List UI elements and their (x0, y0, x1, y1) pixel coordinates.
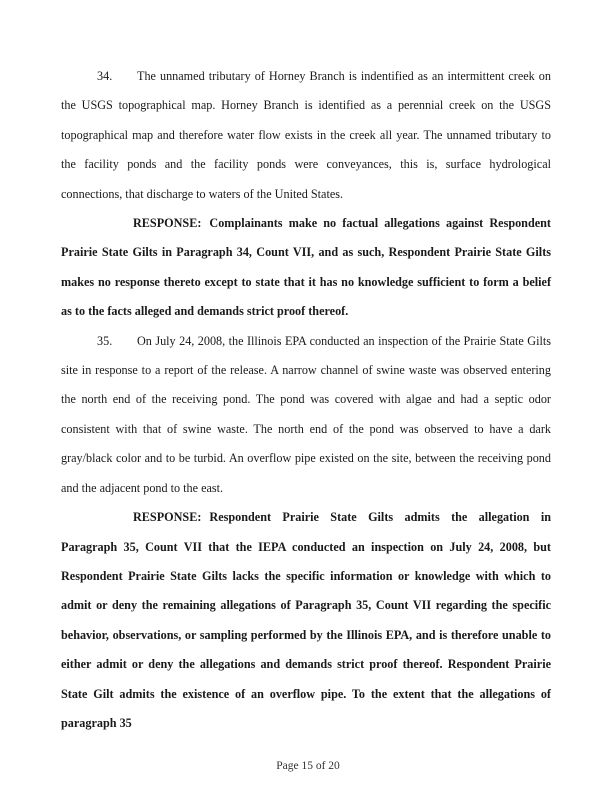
response-label: RESPONSE: (133, 216, 202, 231)
paragraph-35 (61, 327, 551, 503)
paragraph-number: 34. (97, 69, 113, 83)
paragraph-34 (61, 62, 551, 209)
document-body (61, 62, 551, 738)
response-text: Respondent Prairie State Gilts admits the allegation in Paragraph 35, Count VII that the IEPA conducted an inspection on July 24, 2008, but Respondent Prairie State Gilts lacks the specific information or knowledge with which to admit or deny the remaining allegations of Paragraph 35, Count VII regarding the specific behavior, observations, or sampling performed by the Illinois EPA, and is therefore unable to either admit or deny the allegations and demands strict proof thereof. Respondent Prairie State Gilt admits the existence of an overflow pipe. To the extent that the allegations of paragraph 35 (61, 510, 551, 730)
paragraph-text: On July 24, 2008, the Illinois EPA conducted an inspection of the Prairie State Gilts site in response to a report of the release. A narrow channel of swine waste was observed entering the north end of the receiving pond. The pond was covered with algae and had a septic odor consistent with that of swine waste. The north end of the pond was observed to have a dark gray/black color and to be turbid. An overflow pipe existed on the site, between the receiving pond and the adjacent pond to the east. (61, 333, 551, 495)
response-35 (61, 503, 551, 738)
response-34 (61, 209, 551, 327)
paragraph-text: The unnamed tributary of Horney Branch is indentified as an intermittent creek on the USGS topographical map. Horney Branch is identified as a perennial creek on the USGS topographical map and therefore water flow exists in the creek all year. The unnamed tributary to the facility ponds and the facility ponds were conveyances, this is, surface hydrological connections, that discharge to waters of the United States. (61, 69, 551, 201)
response-label: RESPONSE: (133, 510, 202, 525)
page-footer: Page 15 of 20 (276, 760, 340, 772)
paragraph-number: 35. (97, 333, 113, 348)
response-text: Complainants make no factual allegations against Respondent Prairie State Gilts in Paragraph 34, Count VII, and as such, Respondent Prairie State Gilts makes no response thereto except to state that it has no knowledge sufficient to form a belief as to the facts alleged and demands strict proof thereof. (61, 216, 551, 319)
